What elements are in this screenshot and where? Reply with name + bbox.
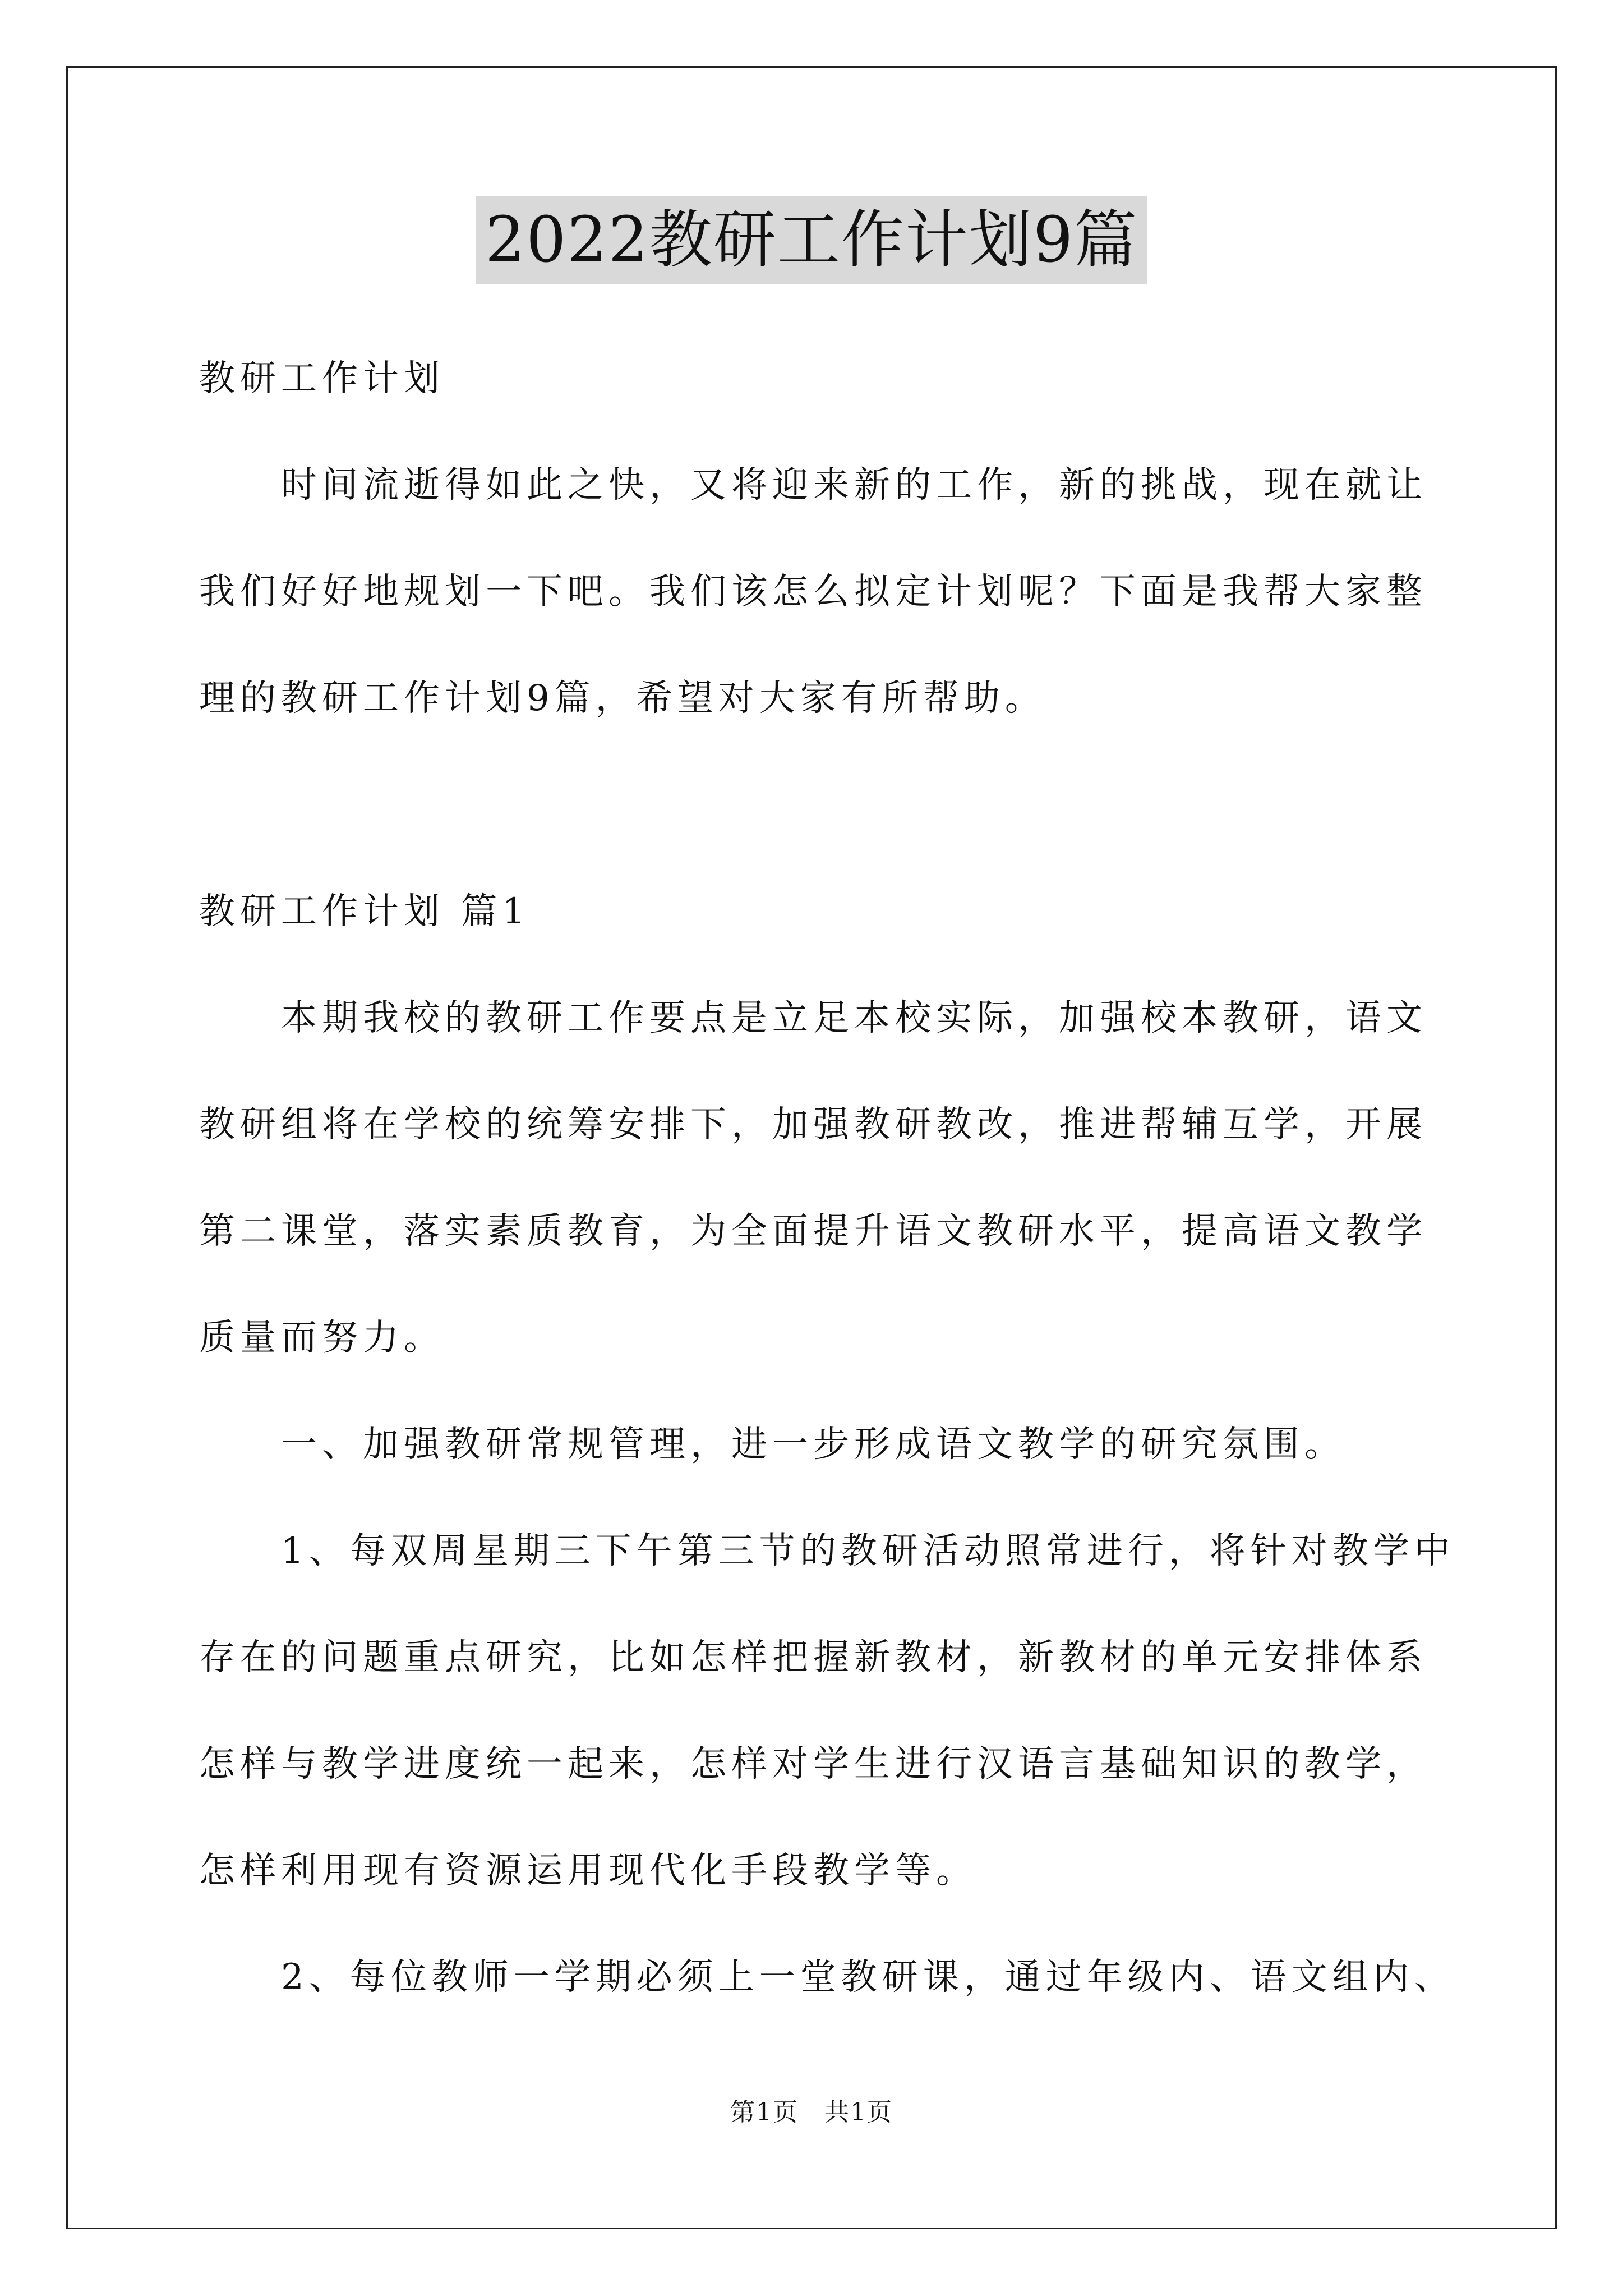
paragraph-line: 2、每位教师一学期必须上一堂教研课，通过年级内、语文组内、 [199,1957,1455,1998]
paragraph-line: 理的教研工作计划9篇，希望对大家有所帮助。 [199,678,1046,719]
paragraph-line: 1、每双周星期三下午第三节的教研活动照常进行，将针对教学中 [199,1530,1455,1572]
page-footer: 第1页 共1页 [730,2098,893,2127]
paragraph-line: 怎样利用现有资源运用现代化手段教学等。 [199,1850,977,1892]
paragraph-line: 时间流逝得如此之快，又将迎来新的工作，新的挑战，现在就让 [199,464,1427,506]
paragraph-line: 我们好好地规划一下吧。我们该怎么拟定计划呢？下面是我帮大家整 [199,571,1427,613]
paragraph-line: 存在的问题重点研究，比如怎样把握新教材，新教材的单元安排体系 [199,1637,1427,1678]
paragraph-line: 第二课堂，落实素质教育，为全面提升语文教研水平，提高语文教学 [199,1211,1427,1252]
document-title: 2022教研工作计划9篇 [476,196,1147,284]
paragraph-line: 质量而努力。 [199,1317,445,1359]
paragraph-line: 怎样与教学进度统一起来，怎样对学生进行汉语言基础知识的教学， [199,1743,1427,1785]
intro-heading: 教研工作计划 [199,358,445,399]
paragraph-line: 本期我校的教研工作要点是立足本校实际，加强校本教研，语文 [199,997,1427,1039]
title-container [0,196,1623,284]
paragraph-line: 一、加强教研常规管理，进一步形成语文教学的研究氛围。 [199,1424,1345,1465]
section-heading: 教研工作计划 篇1 [199,891,531,932]
paragraph-line: 教研组将在学校的统筹安排下，加强教研教改，推进帮辅互学，开展 [199,1104,1427,1145]
